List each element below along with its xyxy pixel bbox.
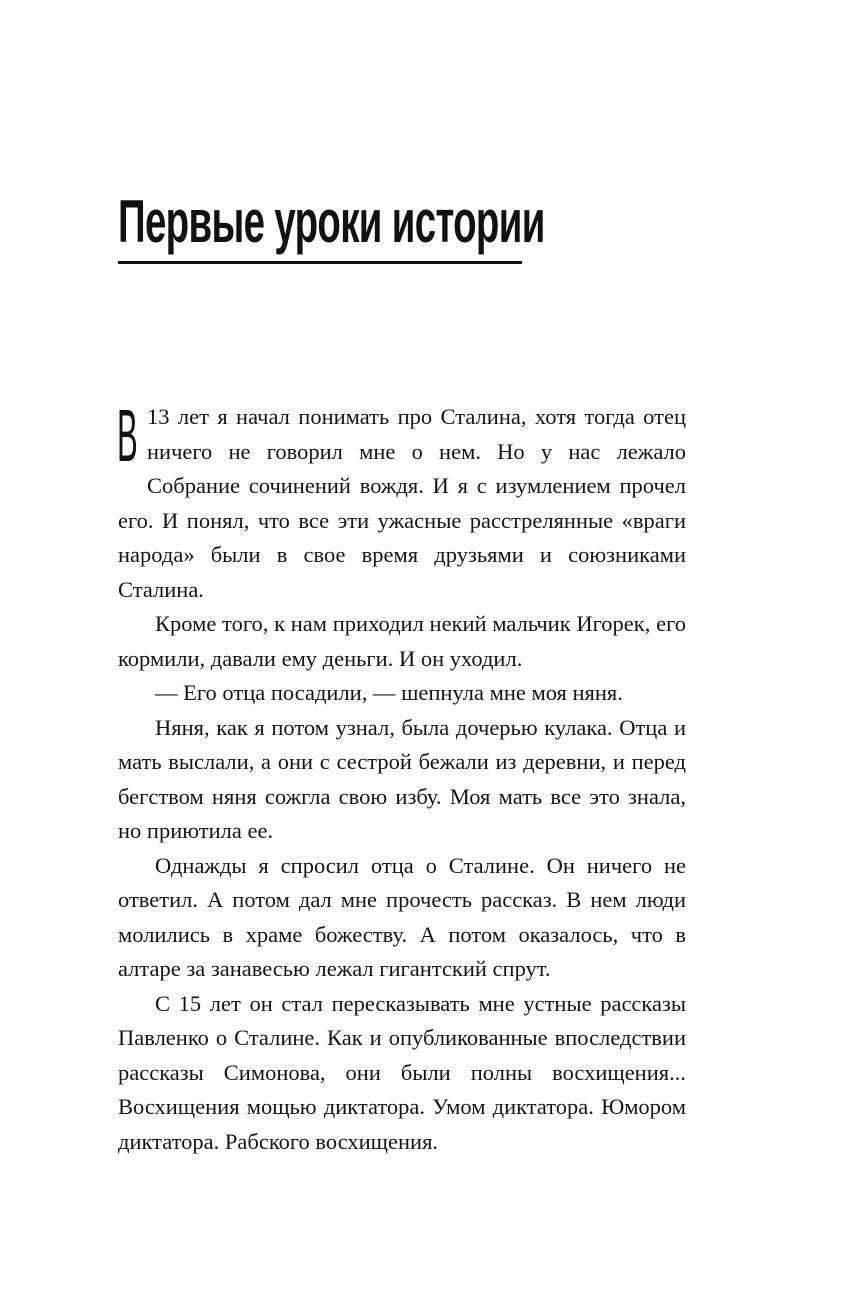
body-text — [117, 394, 686, 1159]
paragraph: Кроме того, к нам приходил некий мальчик Игорек, его кормили, давали ему деньги. И он уходил. — [118, 611, 686, 671]
chapter-title: Первые уроки истории — [118, 188, 545, 255]
paragraph-text: 13 лет я начал понимать про Сталина, хотя тогда отец ничего не говорил мне о нем. Но у нас лежало Собрание сочинений вождя. И я с изумлением прочел его. И понял, что все эти ужасные расстрелянные «враги народа» были в свое время друзьями и союзниками Сталина. — [118, 404, 686, 602]
title-underline — [118, 261, 522, 264]
paragraph: С 15 лет он стал пересказывать мне устные рассказы Павленко о Сталине. Как и опубликованные впоследствии рассказы Симонова, они были полны восхищения... Восхищения мощью диктатора. Умом диктатора. Юмором диктатора. Рабского восхищения. — [118, 990, 686, 1154]
paragraph: — Его отца посадили, — шепнула мне моя няня. — [155, 680, 623, 705]
drop-cap: В — [117, 394, 138, 477]
paragraph — [117, 394, 686, 607]
paragraph: Няня, как я потом узнал, была дочерью кулака. Отца и мать выслали, а они с сестрой бежали из деревни, и перед бегством няня сожгла свою избу. Моя мать все это знала, но приютила ее. — [118, 714, 686, 843]
paragraph: Однажды я спросил отца о Сталине. Он ничего не ответил. А потом дал мне прочесть рассказ. В нем люди молились в храме божеству. А потом оказалось, что в алтаре за занавесью лежал гигантский спрут. — [118, 852, 686, 981]
